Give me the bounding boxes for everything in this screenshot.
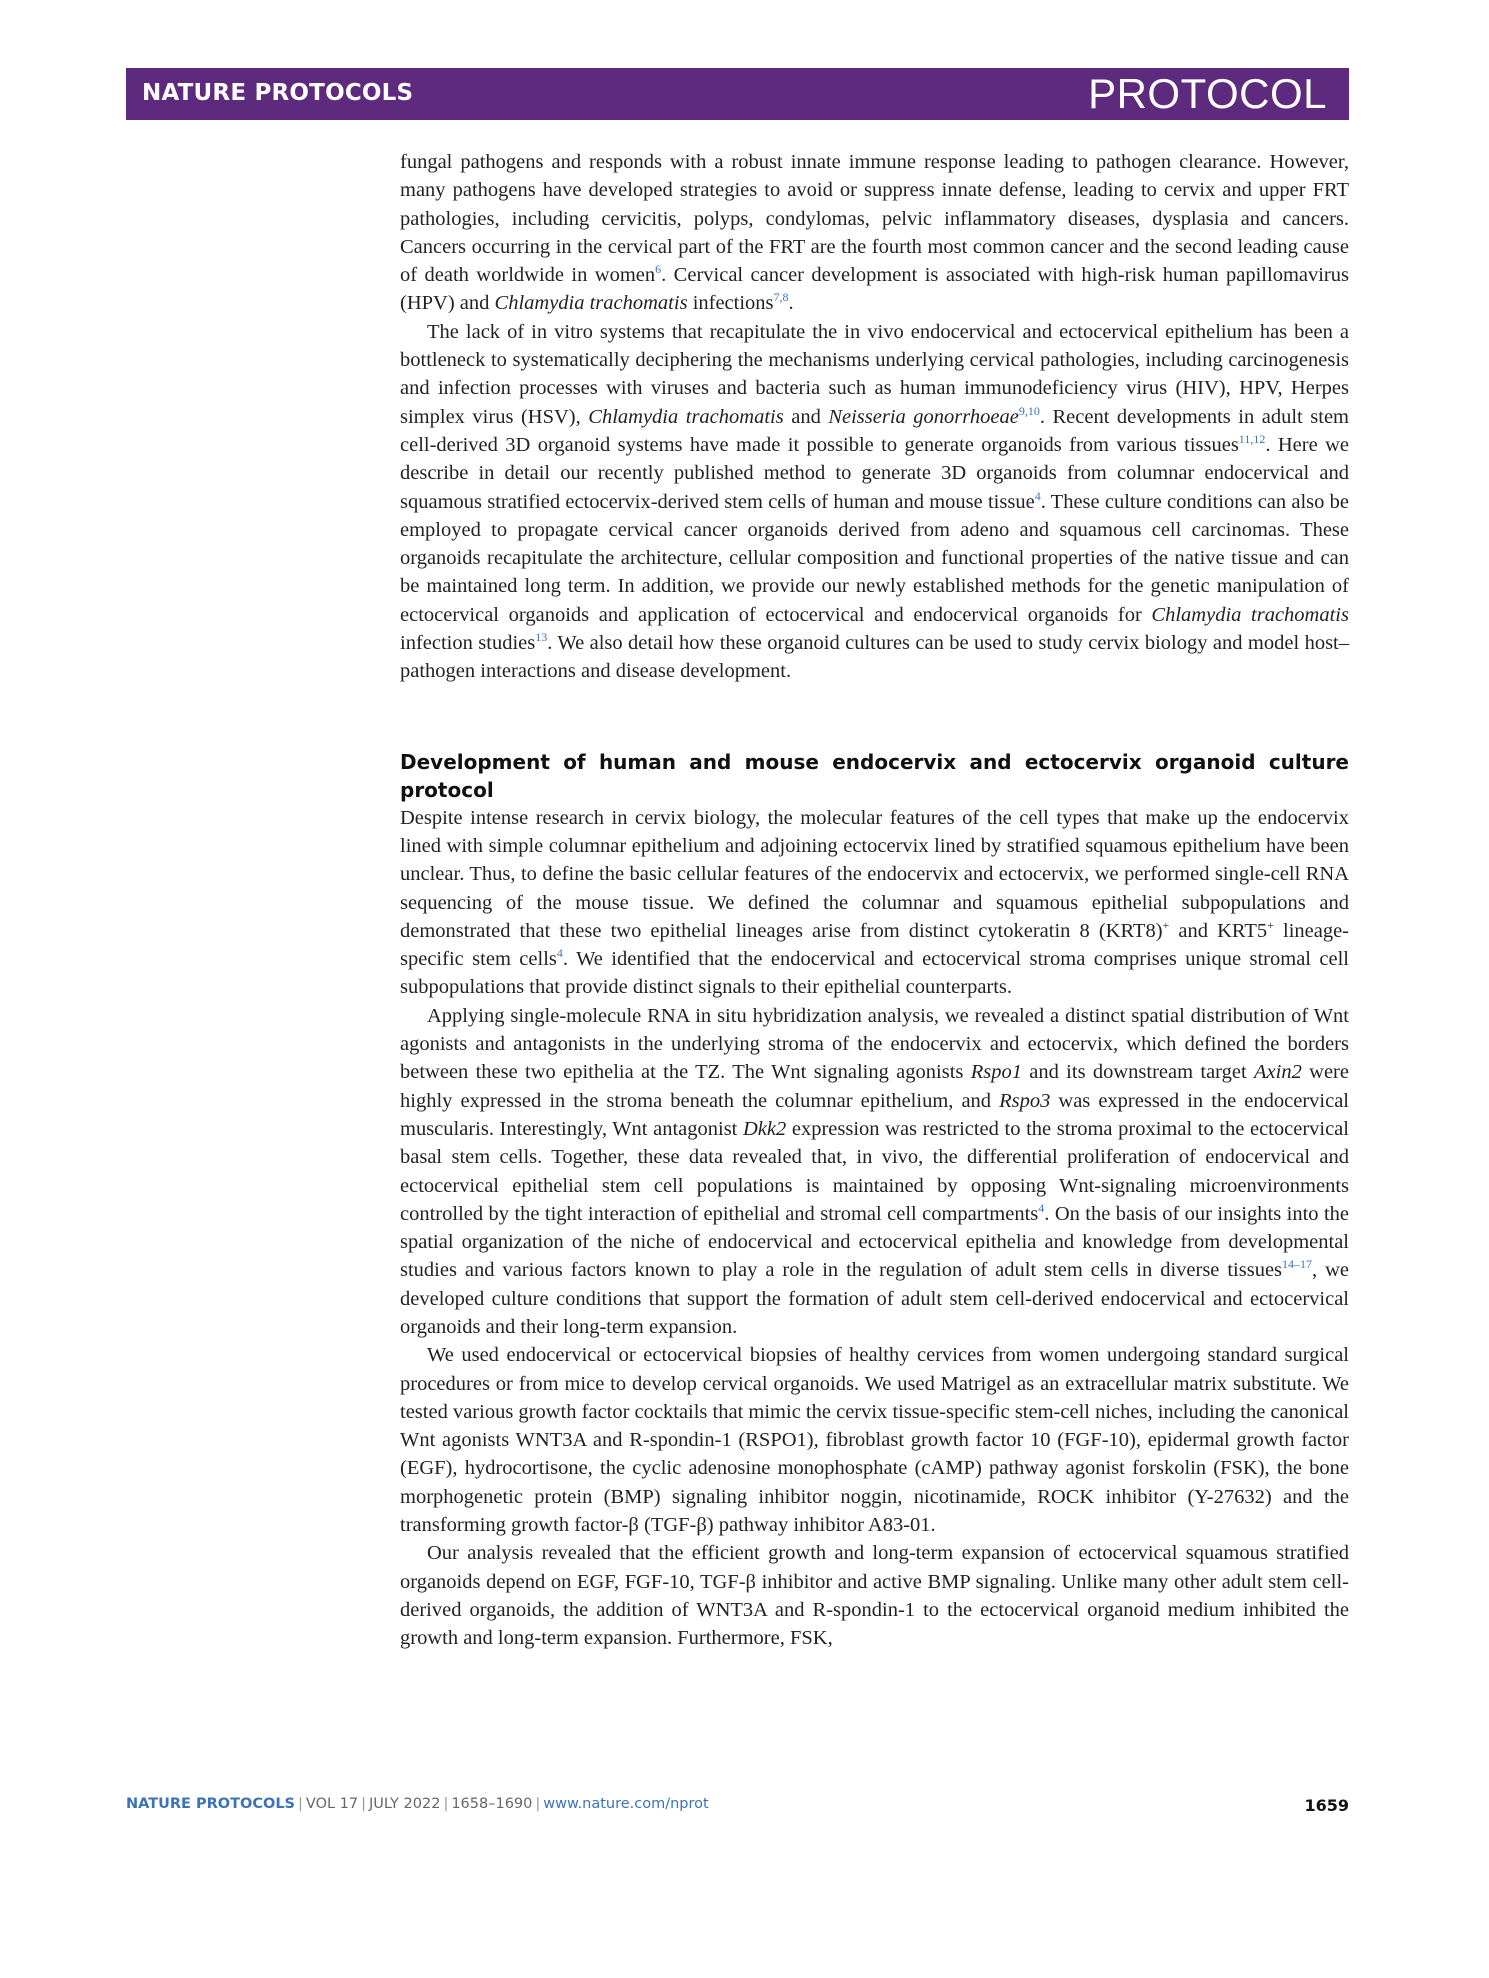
article-body	[400, 148, 1349, 1653]
journal-banner	[126, 68, 1349, 120]
journal-url-link[interactable]: www.nature.com/nprot	[543, 1796, 709, 1812]
journal-name: NATURE PROTOCOLS	[142, 80, 414, 106]
paragraph: Despite intense research in cervix biology, the molecular features of the cell types that make up the endocervix lined with simple columnar epithelium and adjoining ectocervix lined by stratified squamous epithelium have been unclear. Thus, to define the basic cellular features of the endocervix and ectocervix, we performed single-cell RNA sequencing of the mouse tissue. We defined the columnar and squamous epithelial subpopulations and demonstrated that these two epithelial lineages arise from distinct cytokeratin 8 (KRT8)+ and KRT5+ lineage-specific stem cells$^4$. We identified that the endocervical and ectocervical stroma comprises unique stromal cell subpopulations that provide distinct signals to their epithelial counterparts.	[400, 806, 1350, 999]
citation-link[interactable]: 4	[1034, 488, 1041, 503]
citation-link[interactable]: 6	[655, 262, 662, 277]
citation-link[interactable]: 4	[556, 946, 563, 961]
paragraph: Applying single-molecule RNA in situ hybridization analysis, we revealed a distinct spatial distribution of Wnt agonists and antagonists in the underlying stroma of the endocervix and ectocervix, which defined the borders between these two epithelia at the TZ. The Wnt signaling agonists Rspo1 and its downstream target Axin2 were highly expressed in the stroma beneath the columnar epithelium, and Rspo3 was expressed in the endocervical muscularis. Interestingly, Wnt antagonist Dkk2 expression was restricted to the stroma proximal to the ectocervical basal stem cells. Together, these data revealed that, in vivo, the differential proliferation of endocervical and ectocervical epithelial stem cell populations is maintained by opposing Wnt-signaling microenvironments controlled by the tight interaction of epithelial and stromal cell compartments$^4$. On the basis of our insights into the spatial organization of the niche of endocervical and ectocervical epithelia and knowledge from developmental studies and various factors known to play a role in the regulation of adult stem cells in diverse tissues$^{14-17}$, we developed culture conditions that support the formation of adult stem cell-derived endocervical and ectocervical organoids and their long-term expansion.	[400, 1004, 1350, 1338]
footer-journal: NATURE PROTOCOLS	[126, 1796, 296, 1812]
paragraph: The lack of in vitro systems that recapitulate the in vivo endocervical and ectocervical epithelium has been a bottleneck to systematically deciphering the mechanisms underlying cervical pathologies, including carcinogenesis and infection processes with viruses and bacteria such as human immunodeficiency virus (HIV), HPV, Herpes simplex virus (HSV), Chlamydia trachomatis and Neisseria gonorrhoeae$^{9,10}$. Recent developments in adult stem cell-derived 3D organoid systems have made it possible to generate organoids from various tissues$^{11,12}$. Here we describe in detail our recently published method to generate 3D organoids from columnar endocervical and squamous stratified ectocervix-derived stem cells of human and mouse tissue$^4$. These culture conditions can also be employed to propagate cervical cancer organoids derived from adeno and squamous cell carcinomas. These organoids recapitulate the architecture, cellular composition and functional properties of the native tissue and can be maintained long term. In addition, we provide our newly established methods for the genetic manipulation of ectocervical organoids and application of ectocervical and endocervical organoids for Chlamydia trachomatis infection studies$^{13}$. We also detail how these organoid cultures can be used to study cervix biology and model host–pathogen interactions and disease development.	[400, 320, 1349, 683]
article-type-label: PROTOCOL	[1088, 70, 1327, 117]
footer-pages: 1658–1690	[451, 1796, 533, 1812]
page-footer: NATURE PROTOCOLS | VOL 17 | JULY 2022 | 1658–1690 | www.nature.com/nprot 1659	[126, 1796, 1349, 1815]
footer-date: JULY 2022	[369, 1796, 441, 1812]
section-heading: Development of human and mouse endocervix and ectocervix organoid culture protocol	[400, 749, 1349, 802]
citation-link[interactable]: 13	[535, 630, 548, 645]
citation-link[interactable]: 9,10	[1018, 403, 1040, 418]
citation-link[interactable]: 7,8	[773, 290, 789, 305]
citation-link[interactable]: 11,12	[1238, 431, 1266, 446]
paragraph: Our analysis revealed that the efficient growth and long-term expansion of ectocervical squamous stratified organoids depend on EGF, FGF-10, TGF-β inhibitor and active BMP signaling. Unlike many other adult stem cell-derived organoids, the addition of WNT3A and R-spondin-1 to the ectocervical organoid medium inhibited the growth and long-term expansion. Furthermore, FSK,	[400, 1542, 1349, 1650]
footer-volume: VOL 17	[305, 1796, 359, 1812]
paragraph: We used endocervical or ectocervical biopsies of healthy cervices from women undergoing standard surgical procedures or from mice to develop cervical organoids. We used Matrigel as an extracellular matrix substitute. We tested various growth factor cocktails that mimic the cervix tissue-specific stem-cell niches, including the canonical Wnt agonists WNT3A and R-spondin-1 (RSPO1), fibroblast growth factor 10 (FGF-10), epidermal growth factor (EGF), hydrocortisone, the cyclic adenosine monophosphate (cAMP) pathway agonist forskolin (FSK), the bone morphogenetic protein (BMP) signaling inhibitor noggin, nicotinamide, ROCK inhibitor (Y-27632) and the transforming growth factor-β (TGF-β) pathway inhibitor A83-01.	[400, 1344, 1349, 1537]
citation-link[interactable]: 14–17	[1282, 1257, 1313, 1272]
paragraph: fungal pathogens and responds with a robust innate immune response leading to pathogen clearance. However, many pathogens have developed strategies to avoid or suppress innate defense, leading to cervix and upper FRT pathologies, including cervicitis, polyps, condylomas, pelvic inflammatory diseases, dysplasia and cancers. Cancers occurring in the cervical part of the FRT are the fourth most common cancer and the second leading cause of death worldwide in women$^6$. Cervical cancer development is associated with high-risk human papillomavirus (HPV) and Chlamydia trachomatis infections$^{7,8}$.	[400, 151, 1349, 315]
citation-link[interactable]: 4	[1038, 1200, 1045, 1215]
page-number: 1659	[1304, 1796, 1349, 1815]
